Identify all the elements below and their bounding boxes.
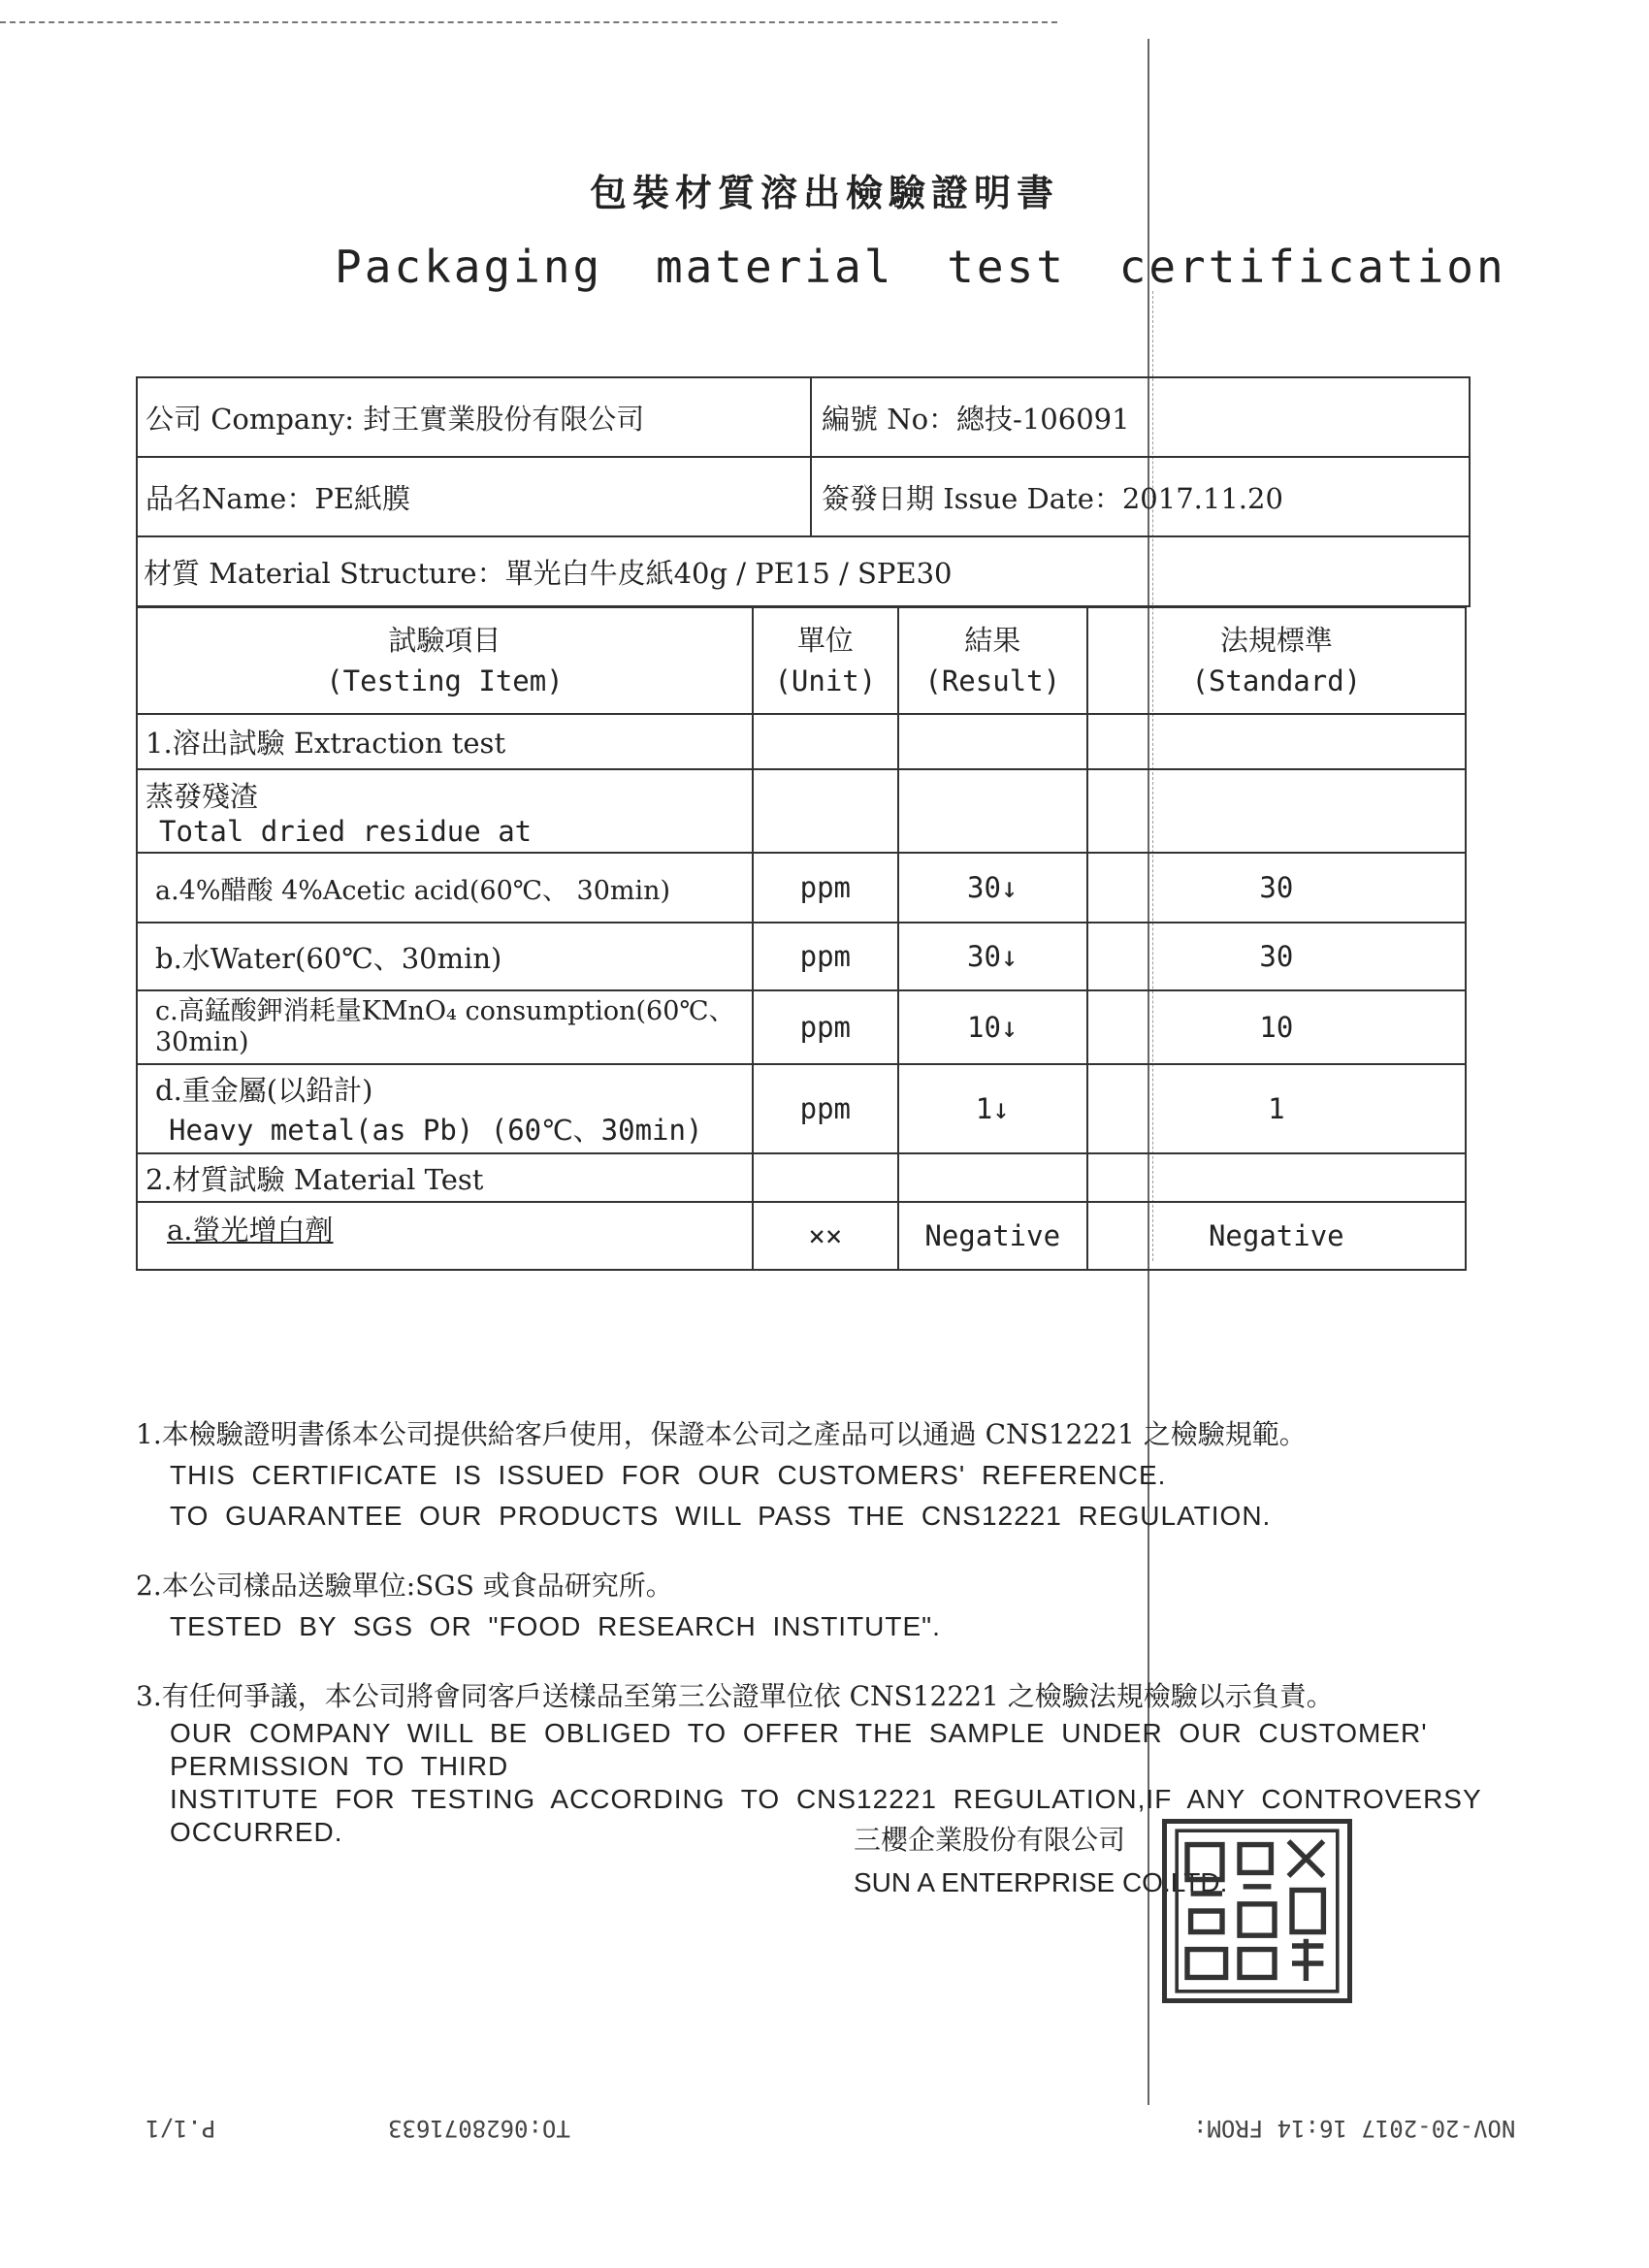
issue-date-field: 簽發日期 Issue Date：2017.11.20 <box>822 481 1283 515</box>
row-c-unit: ppm <box>753 990 898 1064</box>
top-dashed-edge <box>0 21 1057 23</box>
table-row <box>137 853 1466 923</box>
row-b-unit: ppm <box>753 923 898 990</box>
signature-company-zh: 三櫻企業股份有限公司 <box>854 1824 1126 1856</box>
row-2a-standard: Negative <box>1087 1202 1466 1270</box>
row-b-item: b.水Water(60℃、30min) <box>137 923 753 990</box>
row-a-item: a.4%醋酸 4%Acetic acid(60℃、 30min) <box>137 853 753 923</box>
residue-row <box>137 769 1466 853</box>
row-a-unit: ppm <box>753 853 898 923</box>
number-field: 編號 No：總技-106091 <box>822 402 1130 436</box>
table-row <box>137 990 1466 1064</box>
table-row <box>137 1064 1466 1153</box>
header-info-box <box>136 376 1471 607</box>
row-d-unit: ppm <box>753 1064 898 1153</box>
row-c-result: 10↓ <box>898 990 1087 1064</box>
table-header-row <box>137 607 1466 714</box>
row-b-standard: 30 <box>1087 923 1466 990</box>
fax-page-number: P.1/1 <box>146 2115 216 2142</box>
header-result: 結果 (Result) <box>898 607 1087 714</box>
row-2a-result: Negative <box>898 1202 1087 1270</box>
fax-to-number: TO:0628071633 <box>388 2115 570 2142</box>
test-results-table <box>136 606 1467 1271</box>
section-material-label: 2.材質試驗 Material Test <box>137 1153 753 1202</box>
row-c-item: c.高錳酸鉀消耗量KMnO₄ consumption(60℃、30min) <box>137 990 753 1064</box>
row-b-result: 30↓ <box>898 923 1087 990</box>
row-a-result: 30↓ <box>898 853 1087 923</box>
note-2: 2.本公司樣品送驗單位:SGS 或食品研究所。 TESTED BY SGS OR "FOOD RESEARCH INSTITUTE". <box>136 1570 941 1641</box>
notes-section <box>136 1414 1494 1878</box>
section-extraction-row <box>137 714 1466 769</box>
title-english: Packaging material test certification <box>335 241 1506 293</box>
row-c-standard: 10 <box>1087 990 1466 1064</box>
row-2a-unit: ×× <box>753 1202 898 1270</box>
table-row <box>137 1202 1466 1270</box>
material-structure-field: 材質 Material Structure：單光白牛皮紙40g / PE15 / SPE30 <box>144 556 953 590</box>
section-extraction-label: 1.溶出試驗 Extraction test <box>137 714 753 769</box>
header-unit: 單位 (Unit) <box>753 607 898 714</box>
row-d-standard: 1 <box>1087 1064 1466 1153</box>
header-testing-item: 試驗項目 (Testing Item) <box>137 607 753 714</box>
table-row <box>137 923 1466 990</box>
header-row-material <box>138 537 1469 607</box>
residue-label: 蒸發殘渣 Total dried residue at <box>137 769 753 853</box>
product-name-field: 品名Name：PE紙膜 <box>138 458 812 535</box>
row-a-standard: 30 <box>1087 853 1466 923</box>
fax-from-header: NOV-20-2017 16:14 FROM: <box>1193 2115 1516 2142</box>
note-1: 1.本檢驗證明書係本公司提供給客戶使用，保證本公司之產品可以通過 CNS12221 之檢驗規範。 THIS CERTIFICATE IS ISSUED FOR OUR CUSTOMERS' REFERENCE. TO GUARANTEE OUR PRODUCTS WILL PASS THE CNS12221 REGULATION. <box>136 1418 1307 1531</box>
company-seal-stamp <box>1162 1819 1352 2003</box>
row-d-result: 1↓ <box>898 1064 1087 1153</box>
row-d-item: d.重金屬(以鉛計) Heavy metal(as Pb) (60℃、30min) <box>137 1064 753 1153</box>
section-material-row <box>137 1153 1466 1202</box>
header-row-company <box>138 378 1469 458</box>
seal-graphic <box>1167 1824 1347 1998</box>
header-standard: 法規標準 (Standard) <box>1087 607 1466 714</box>
header-row-name <box>138 458 1469 537</box>
signature-company-en: SUN A ENTERPRISE CO.LTD. <box>854 1867 1228 1897</box>
row-2a-item: a.螢光增白劑 <box>137 1202 753 1270</box>
title-chinese: 包裝材質溶出檢驗證明書 <box>589 171 1059 214</box>
company-field: 公司 Company: 封王實業股份有限公司 <box>138 378 812 456</box>
note-3: 3.有任何爭議，本公司將會同客戶送樣品至第三公證單位依 CNS12221 之檢驗法規檢驗以示負責。 OUR COMPANY WILL BE OBLIGED TO OFFER THE SAMPLE UNDER OUR CUSTOMER' PERMISSION TO THIRD INSTITUTE FOR TESTING ACCORDING TO CNS12221 REGULATION,IF ANY CONTROVERSY OCCURRED. <box>136 1680 1482 1847</box>
